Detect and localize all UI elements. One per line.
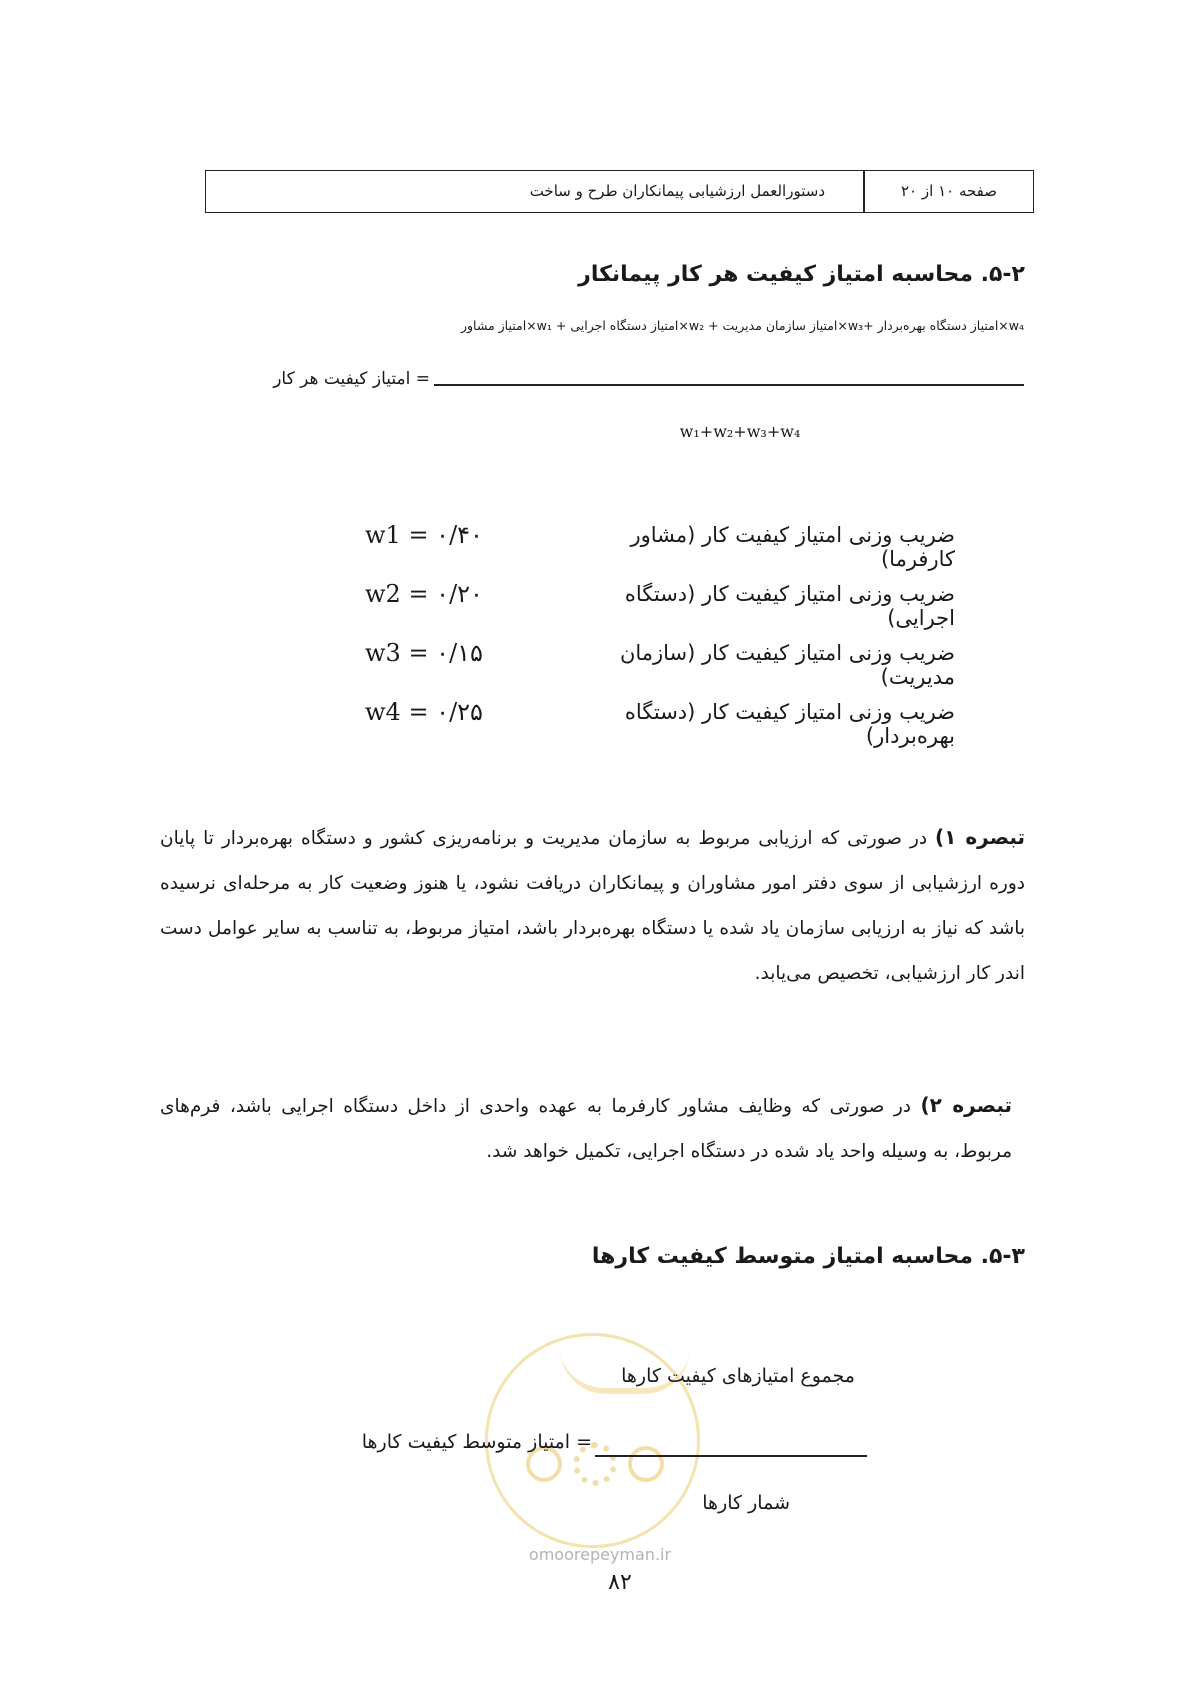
section-heading-average-quality: ۵-۳. محاسبه امتیاز متوسط کیفیت کارها — [591, 1244, 1025, 1269]
note-2-paragraph — [160, 1083, 1012, 1174]
weight-value-w1: w1 = ۰/۴۰ — [365, 521, 483, 549]
note-1-paragraph — [160, 815, 1025, 996]
avg-formula-numerator: مجموع امتیازهای کیفیت کارها — [621, 1365, 855, 1387]
formula-numerator: w₄×امتیاز دستگاه بهره‌بردار +w₃×امتیاز سازمان مدیریت + w₂×امتیاز دستگاه اجرایی + w₁×امتیاز مشاور — [460, 318, 1024, 333]
avg-fraction-bar — [595, 1455, 867, 1457]
header-doc-title: دستورالعمل ارزشیابی پیمانکاران طرح و ساخت — [529, 182, 825, 200]
weight-desc-executive: ضریب وزنی امتیاز کیفیت کار (دستگاه اجرایی) — [624, 582, 955, 630]
note-1-text: در صورتی که ارزیابی مربوط به سازمان مدیریت و برنامه‌ریزی کشور و دستگاه بهره‌بردار تا پایان دوره ارزشیابی از سوی دفتر امور مشاوران و پیمانکاران دریافت نشود، یا هنوز وضعیت کار به مرحله‌ای نرسیده باشد که نیاز به ارزیابی سازمان یاد شده یا دستگاه بهره‌بردار باشد، امتیاز مربوط، به تناسب به سایر عوامل دست اندر کار ارزشیابی، تخصیص می‌یابد. — [160, 828, 1025, 984]
formula-denominator: w₁+w₂+w₃+w₄ — [679, 422, 801, 441]
header-page-label: صفحه ۱۰ از ۲۰ — [900, 182, 998, 200]
note-2-label: تبصره ۲) — [920, 1093, 1012, 1117]
note-1-label: تبصره ۱) — [935, 825, 1026, 849]
weight-desc-operator: ضریب وزنی امتیاز کیفیت کار (دستگاه بهره‌بردار) — [624, 700, 955, 748]
note-2-text: در صورتی که وظایف مشاور کارفرما به عهده واحدی از داخل دستگاه اجرایی باشد، فرم‌های مربوط، به وسیله واحد یاد شده در دستگاه اجرایی، تکمیل خواهد شد. — [160, 1096, 1012, 1162]
page-number: ۸۲ — [608, 1570, 632, 1595]
watermark-tools-icon — [628, 1446, 664, 1482]
watermark-text: omoorepeyman.ir — [528, 1545, 672, 1564]
weight-value-w2: w2 = ۰/۲۰ — [365, 580, 483, 608]
fraction-bar — [434, 384, 1024, 386]
avg-formula-denominator: شمار کارها — [702, 1492, 790, 1514]
weight-value-w3: w3 = ۰/۱۵ — [365, 639, 483, 667]
formula-result-label: = امتیاز کیفیت هر کار — [273, 369, 430, 389]
avg-formula-result-label: = امتیاز متوسط کیفیت کارها — [361, 1431, 592, 1453]
weight-desc-consultant: ضریب وزنی امتیاز کیفیت کار (مشاور کارفرما) — [630, 523, 955, 571]
section-heading-quality-per-job: ۵-۲. محاسبه امتیاز کیفیت هر کار پیمانکار — [578, 262, 1025, 287]
weight-value-w4: w4 = ۰/۲۵ — [365, 698, 483, 726]
header-divider — [863, 170, 865, 213]
weight-desc-management: ضریب وزنی امتیاز کیفیت کار (سازمان مدیریت) — [619, 641, 955, 689]
